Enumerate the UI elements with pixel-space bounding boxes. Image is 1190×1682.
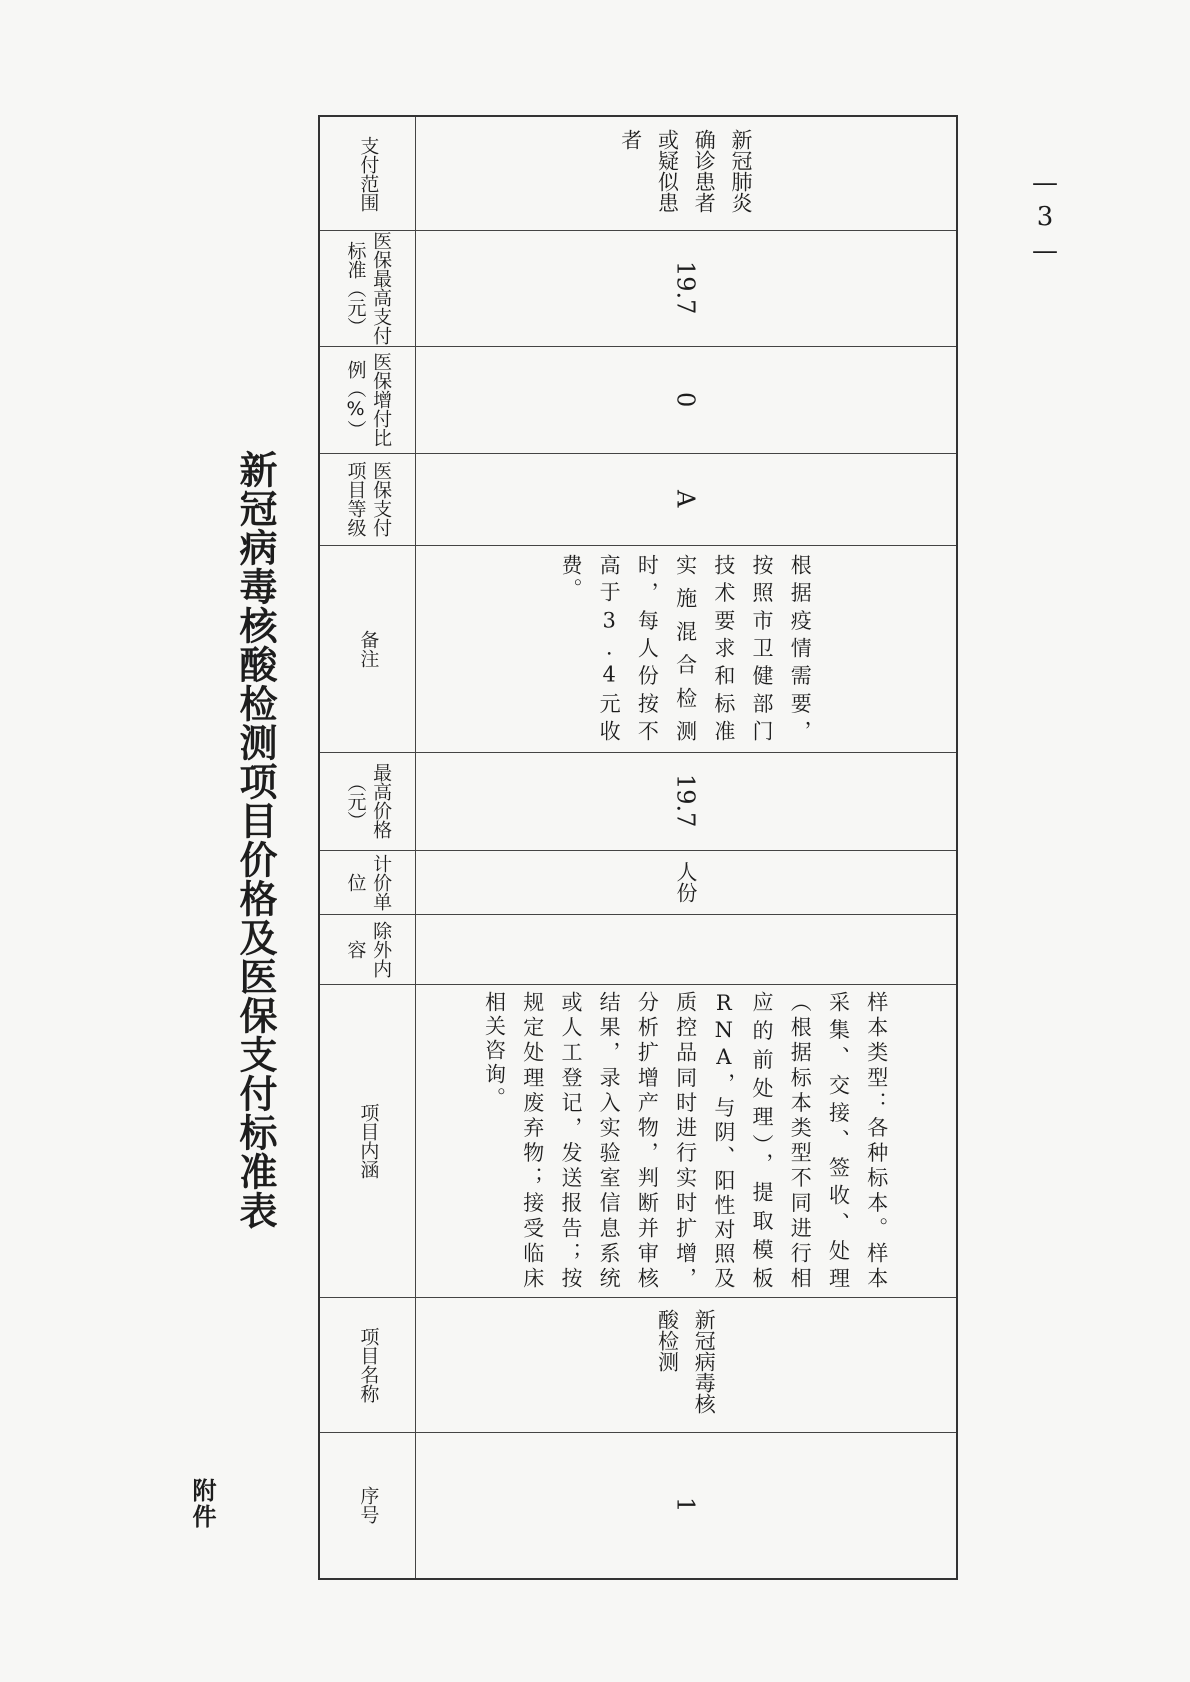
price-table bbox=[318, 115, 958, 1580]
cell-name: 新冠病毒核酸检测 bbox=[655, 1308, 717, 1414]
cell-content: 样本类型：各种标本。样本采集、交接、签收、处理（根据标本类型不同进行相应的前处理），提取模板RNA，与阴、阳性对照及质控品同时进行实时扩增，分析扩增产物，判断并审核结果，录入实验室信息系统或人工登记，发送报告；按规定处理废弃物；接受临床相关咨询。 bbox=[482, 990, 889, 1291]
header-scope: 支付范围 bbox=[357, 135, 380, 212]
cell-seq: 1 bbox=[671, 1497, 700, 1513]
header-max-price: 最高价格（元） bbox=[344, 763, 393, 839]
header-insurance-standard: 医保最高支付标准（元） bbox=[344, 231, 393, 345]
header-ratio: 医保增付比例（%） bbox=[344, 352, 393, 447]
attachment-label: 附件 bbox=[188, 1478, 216, 1530]
cell-remarks: 根据疫情需要，按照市卫健部门技术要求和标准实施混合检测时，每人份按不高于3.4元收费。 bbox=[558, 553, 813, 744]
cell-scope: 新冠肺炎确诊患者或疑似患者 bbox=[618, 128, 753, 213]
page-title: 新冠病毒核酸检测项目价格及医保支付标准表 bbox=[233, 450, 278, 1230]
cell-excluded bbox=[415, 914, 956, 984]
header-level: 医保支付项目等级 bbox=[344, 461, 393, 537]
header-unit: 计价单位 bbox=[344, 853, 393, 911]
header-excluded: 除外内容 bbox=[344, 920, 393, 978]
header-name: 项目名称 bbox=[357, 1326, 380, 1403]
cell-insurance-standard: 19.7 bbox=[671, 261, 700, 315]
cell-ratio: 0 bbox=[671, 391, 700, 408]
header-remarks: 备注 bbox=[357, 629, 380, 668]
header-content: 项目内涵 bbox=[357, 1102, 380, 1179]
cell-max-price: 19.7 bbox=[671, 774, 700, 828]
header-seq: 序号 bbox=[357, 1486, 380, 1524]
cell-unit: 人份 bbox=[674, 861, 698, 903]
page-number: —3— bbox=[1030, 168, 1060, 270]
cell-level: A bbox=[671, 490, 700, 508]
